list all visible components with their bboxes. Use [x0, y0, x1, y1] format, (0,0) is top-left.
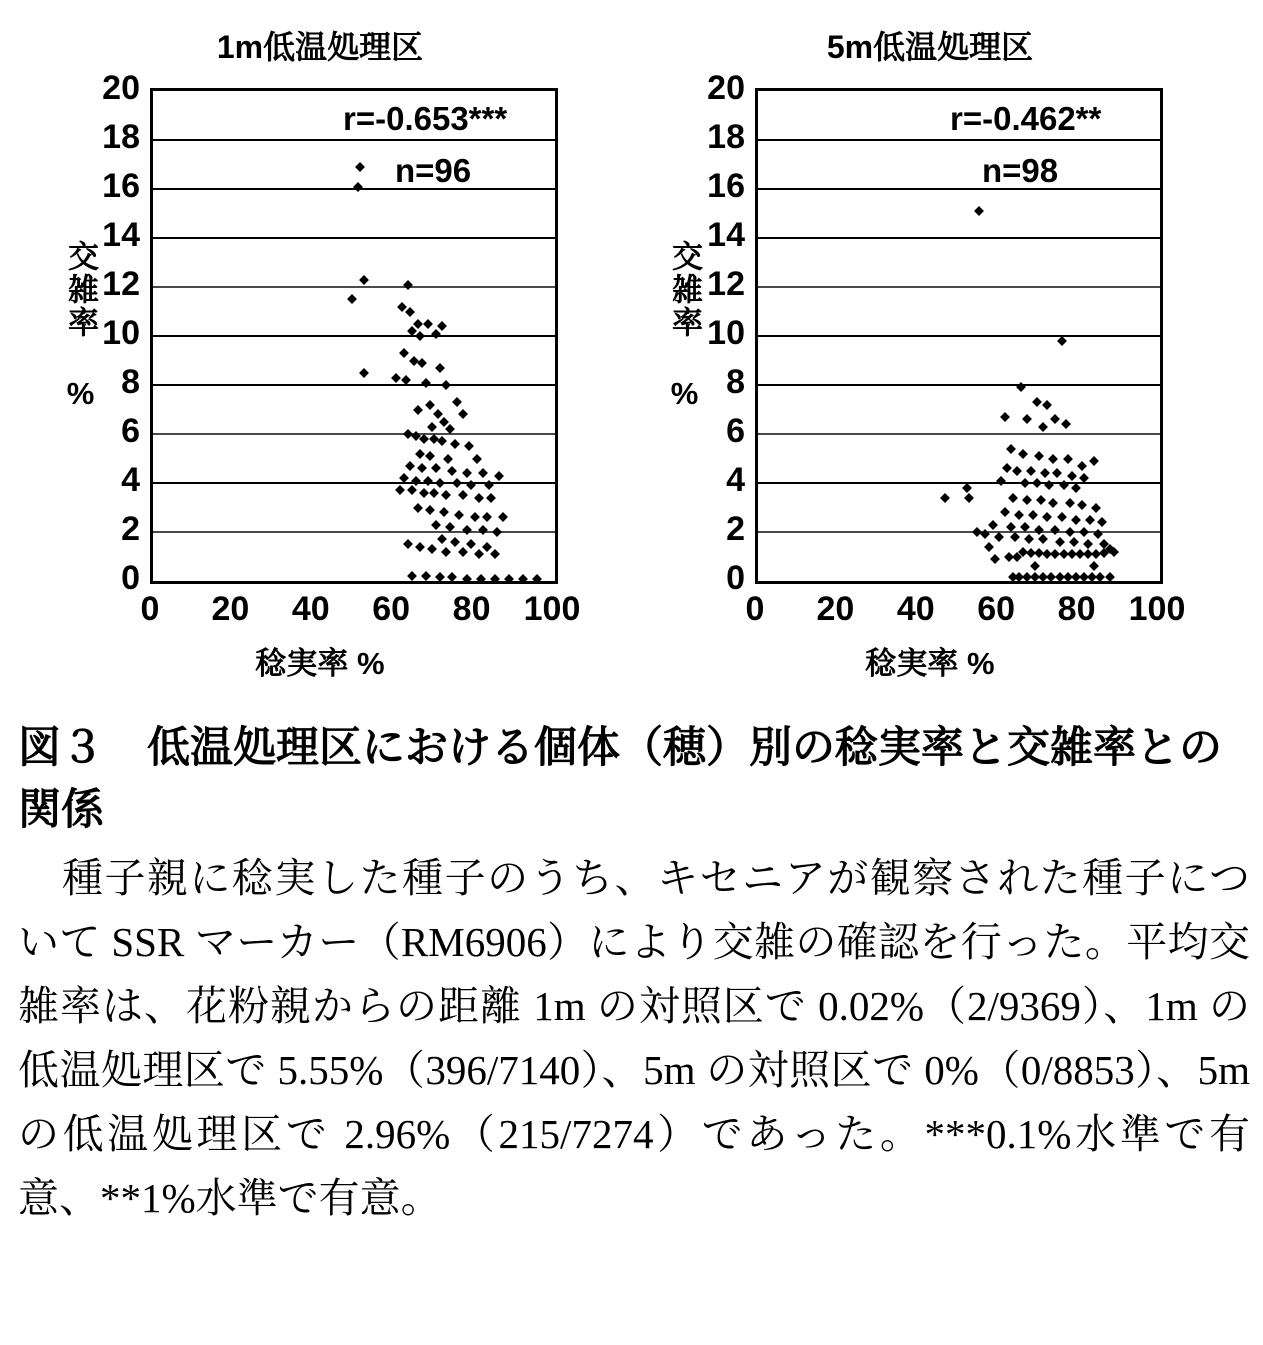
data-point [435, 363, 445, 373]
data-point [431, 520, 441, 530]
gridline [758, 384, 1160, 386]
data-point [462, 525, 472, 535]
gridline [153, 384, 555, 386]
y-tick-label: 16 [102, 167, 140, 205]
gridline [758, 482, 1160, 484]
gridline [153, 237, 555, 239]
x-tick-label: 20 [211, 590, 250, 628]
data-point [458, 409, 468, 419]
data-point [1085, 515, 1095, 525]
data-point [1038, 534, 1048, 544]
data-point [470, 512, 480, 522]
y-tick-label: 8 [121, 363, 140, 401]
gridline [153, 139, 555, 141]
data-point [395, 485, 405, 495]
data-point [1008, 493, 1018, 503]
data-point [431, 463, 441, 473]
data-point [476, 574, 486, 584]
gridline [153, 482, 555, 484]
caption-title: 図３ 低温処理区における個体（穂）別の稔実率と交雑率との関係 [18, 725, 1222, 834]
data-point [1065, 527, 1075, 537]
data-point [1049, 454, 1059, 464]
data-point [1030, 561, 1040, 571]
y-tick-label: 4 [121, 461, 140, 499]
y-tick-label: 4 [726, 461, 745, 499]
data-point [415, 542, 425, 552]
data-point [353, 182, 363, 192]
data-point [498, 512, 508, 522]
chart-1m [10, 0, 630, 700]
data-point [423, 476, 433, 486]
y-tick-label: 6 [121, 412, 140, 450]
data-point [1010, 532, 1020, 542]
data-point [1091, 503, 1101, 513]
data-point [407, 571, 417, 581]
data-point [1089, 456, 1099, 466]
data-point [448, 466, 458, 476]
data-point [996, 476, 1006, 486]
data-point [1089, 561, 1099, 571]
data-point [1063, 454, 1073, 464]
plot-area-1m [150, 88, 558, 584]
data-point [474, 493, 484, 503]
data-point [437, 436, 447, 446]
x-tick-label: 100 [1128, 590, 1186, 628]
data-point [1055, 537, 1065, 547]
data-point [518, 574, 528, 584]
y-tick-label: 6 [726, 412, 745, 450]
data-point [1065, 498, 1075, 508]
data-point [458, 547, 468, 557]
data-point [359, 368, 369, 378]
data-point [1095, 572, 1105, 582]
data-point [1000, 507, 1010, 517]
data-point [462, 468, 472, 478]
data-point [474, 549, 484, 559]
y-tick-label: 12 [707, 265, 745, 303]
data-point [464, 441, 474, 451]
y-tick-label: 0 [121, 559, 140, 597]
y-tick-label: 14 [102, 216, 140, 254]
data-point [403, 280, 413, 290]
x-tick-label: 40 [896, 590, 935, 628]
data-point [1071, 515, 1081, 525]
data-point [1051, 525, 1061, 535]
data-point [1049, 498, 1059, 508]
data-point [450, 439, 460, 449]
y-tick-label: 8 [726, 363, 745, 401]
gridline [758, 237, 1160, 239]
data-point [1014, 510, 1024, 520]
annotation-r-5m: r=-0.462** [950, 100, 1102, 137]
data-point [442, 547, 452, 557]
data-point [1034, 451, 1044, 461]
data-point [1038, 422, 1048, 432]
x-tick-label: 0 [140, 590, 160, 628]
data-point [1024, 534, 1034, 544]
data-point [399, 348, 409, 358]
data-point [355, 162, 365, 172]
data-point [421, 378, 431, 388]
x-tick-label: 80 [1057, 590, 1096, 628]
data-point [454, 510, 464, 520]
gridline [153, 433, 555, 435]
data-point [504, 574, 514, 584]
data-point [448, 572, 458, 582]
data-point [1105, 572, 1115, 582]
annotation-n-1m: n=96 [395, 152, 472, 189]
data-point [990, 554, 1000, 564]
data-point [431, 329, 441, 339]
data-point [442, 380, 452, 390]
data-point [403, 539, 413, 549]
data-point [1032, 397, 1042, 407]
chart-title-1m: 1m低温処理区 [216, 29, 424, 65]
gridline [758, 433, 1160, 435]
data-point [984, 542, 994, 552]
data-point [435, 572, 445, 582]
data-point [1018, 449, 1028, 459]
y-tick-label: 20 [707, 69, 745, 107]
data-point [482, 512, 492, 522]
data-point [347, 294, 357, 304]
y-tick-label: 14 [707, 216, 745, 254]
y-tick-label: 18 [707, 118, 745, 156]
annotation-n-5m: n=98 [982, 152, 1059, 189]
data-point [405, 461, 415, 471]
data-point [1077, 500, 1087, 510]
data-point [391, 373, 401, 383]
data-point [1079, 527, 1089, 537]
x-tick-label: 60 [977, 590, 1016, 628]
data-point [439, 507, 449, 517]
data-point [413, 503, 423, 513]
data-point [1014, 572, 1024, 582]
data-point [492, 527, 502, 537]
data-point [466, 539, 476, 549]
y-axis-label-1m: 交雑率 % [63, 240, 98, 413]
data-point [415, 449, 425, 459]
y-tick-label: 18 [102, 118, 140, 156]
y-axis-label-5m: 交雑率 % [667, 240, 702, 413]
data-point [482, 542, 492, 552]
data-point [974, 206, 984, 216]
data-point [478, 525, 488, 535]
data-point [1026, 466, 1036, 476]
data-point [964, 493, 974, 503]
data-point [486, 493, 496, 503]
data-point [425, 451, 435, 461]
gridline [758, 286, 1160, 288]
data-point [413, 319, 423, 329]
data-point [425, 505, 435, 515]
data-point [994, 532, 1004, 542]
data-point [1057, 336, 1067, 346]
data-point [419, 434, 429, 444]
data-point [413, 405, 423, 415]
y-tick-label: 10 [102, 314, 140, 352]
figure-caption [18, 718, 1250, 1230]
data-point [478, 468, 488, 478]
data-point [1032, 478, 1042, 488]
data-point [450, 537, 460, 547]
x-tick-label: 100 [523, 590, 581, 628]
y-tick-label: 20 [102, 69, 140, 107]
data-point [1036, 495, 1046, 505]
data-point [1000, 412, 1010, 422]
data-point [415, 331, 425, 341]
caption-paragraph: 種子親に稔実した種子のうち、キセニアが観察された種子について SSR マーカー（RM6906）により交雑の確認を行った。平均交雑率は、花粉親からの距離 1m の対照区で 0.02%（2/9369）、1m の低温処理区で 5.55%（396/7140）、5m の対照区で 0%（0/8853）、5m の低温処理区で 2.96%（215/7274）であった。***0.1%水準で有意、**1%水準で有意。 [18, 855, 1250, 1221]
x-tick-label: 20 [816, 590, 855, 628]
data-point [494, 471, 504, 481]
data-point [452, 397, 462, 407]
data-point [1071, 483, 1081, 493]
data-point [490, 549, 500, 559]
data-point [462, 574, 472, 584]
x-tick-label: 60 [372, 590, 411, 628]
data-point [435, 478, 445, 488]
data-point [444, 454, 454, 464]
x-tick-label: 0 [745, 590, 765, 628]
chart-title-5m: 5m低温処理区 [826, 29, 1034, 65]
x-axis-label-1m: 稔実率 % [255, 646, 385, 681]
data-point [1040, 468, 1050, 478]
plot-area-5m [755, 88, 1163, 584]
chart-5m [620, 0, 1240, 700]
x-tick-label: 40 [291, 590, 330, 628]
y-tick-label: 10 [707, 314, 745, 352]
y-tick-label: 16 [707, 167, 745, 205]
data-point [472, 454, 482, 464]
data-point [359, 275, 369, 285]
data-point [452, 478, 462, 488]
data-point [1022, 495, 1032, 505]
data-point [940, 493, 950, 503]
gridline [153, 286, 555, 288]
data-point [532, 574, 542, 584]
annotation-r-1m: r=-0.653*** [343, 100, 508, 137]
data-point [407, 485, 417, 495]
data-point [1069, 537, 1079, 547]
data-point [437, 321, 447, 331]
data-point [417, 358, 427, 368]
data-point [405, 307, 415, 317]
x-axis-label-5m: 稔実率 % [865, 646, 995, 681]
x-tick-label: 80 [452, 590, 491, 628]
y-tick-label: 12 [102, 265, 140, 303]
data-point [1002, 463, 1012, 473]
data-point [1028, 510, 1038, 520]
data-point [427, 422, 437, 432]
caption-body [18, 846, 1250, 1230]
data-point [429, 488, 439, 498]
data-point [423, 319, 433, 329]
data-point [1022, 414, 1032, 424]
data-point [490, 574, 500, 584]
data-point [417, 463, 427, 473]
data-point [1067, 471, 1077, 481]
data-point [421, 571, 431, 581]
data-point [419, 488, 429, 498]
data-point [1097, 517, 1107, 527]
data-point [988, 520, 998, 530]
data-point [437, 534, 447, 544]
data-point [411, 476, 421, 486]
data-point [1042, 400, 1052, 410]
data-point [962, 483, 972, 493]
gridline [758, 335, 1160, 337]
data-point [1051, 414, 1061, 424]
data-point [425, 400, 435, 410]
data-point [1012, 466, 1022, 476]
data-point [1042, 512, 1052, 522]
data-point [1057, 512, 1067, 522]
y-tick-label: 2 [726, 510, 745, 548]
data-point [458, 490, 468, 500]
data-point [1053, 468, 1063, 478]
y-tick-label: 2 [121, 510, 140, 548]
data-point [1006, 444, 1016, 454]
gridline [758, 188, 1160, 190]
data-point [1077, 461, 1087, 471]
gridline [758, 139, 1160, 141]
data-point [427, 544, 437, 554]
data-point [442, 490, 452, 500]
y-tick-label: 0 [726, 559, 745, 597]
data-point [1061, 419, 1071, 429]
data-point [1020, 478, 1030, 488]
gridline [153, 335, 555, 337]
